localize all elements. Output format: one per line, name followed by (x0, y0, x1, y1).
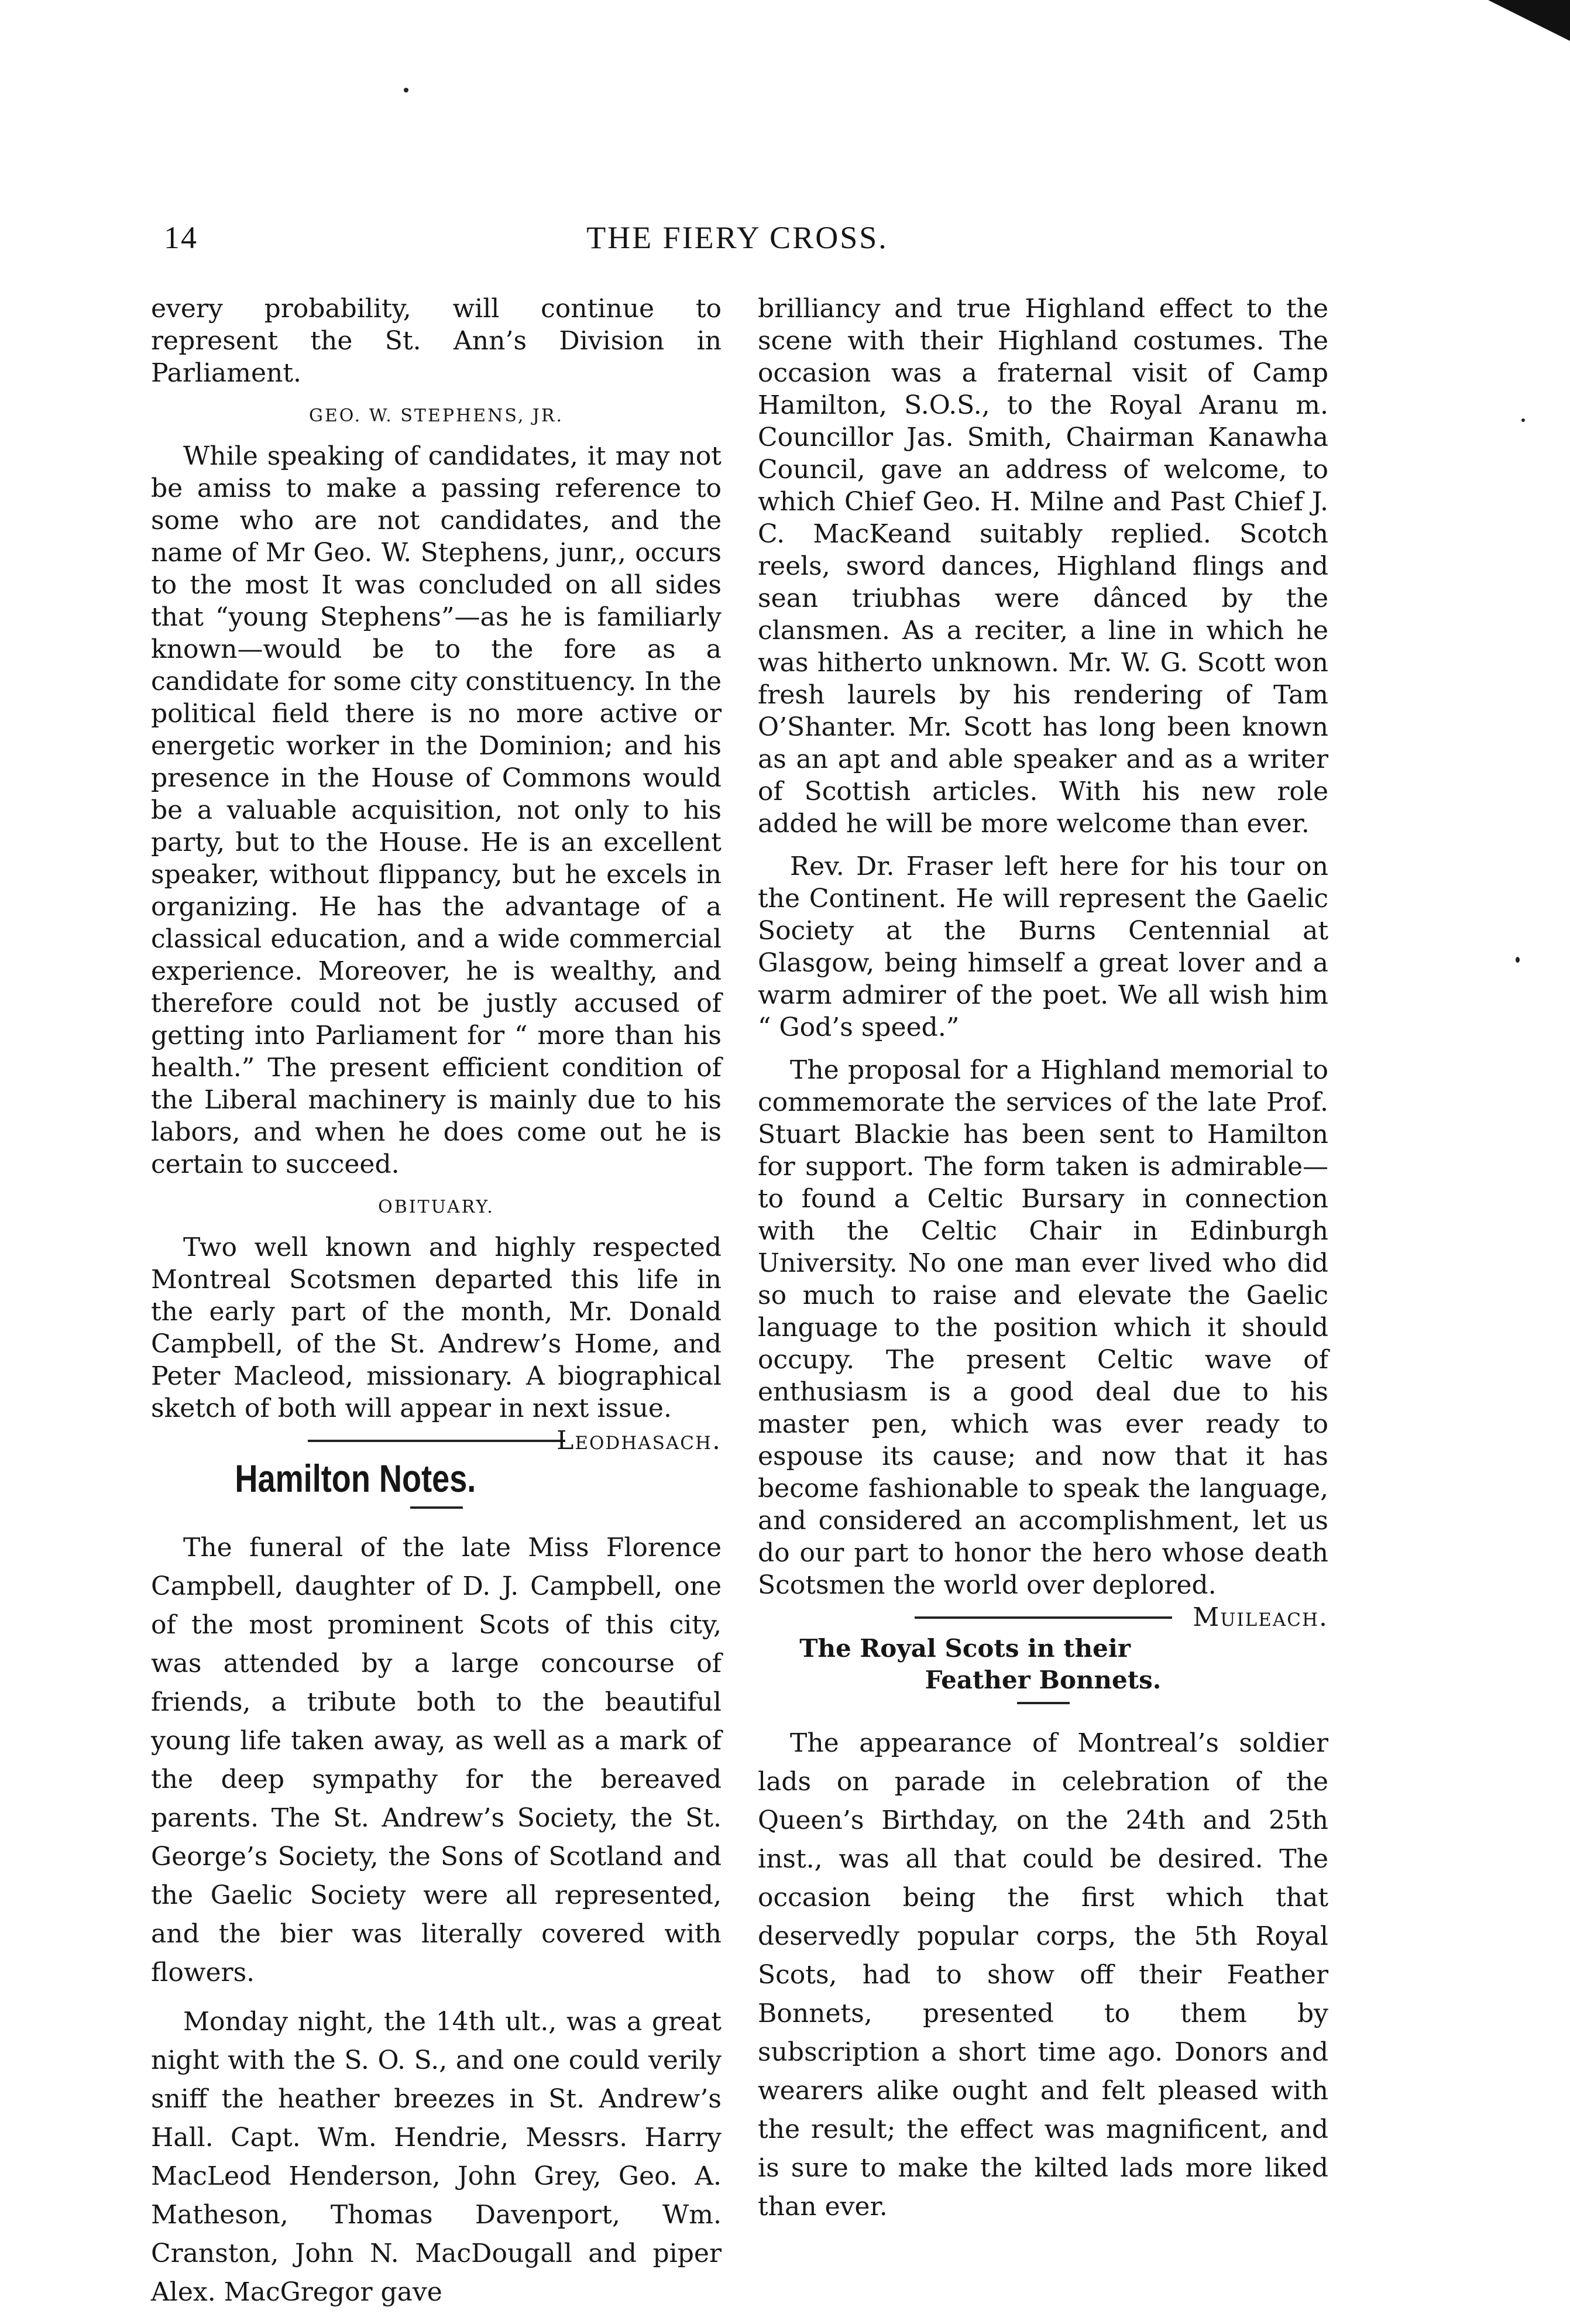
page-header (146, 219, 1328, 266)
ink-speck (404, 88, 408, 92)
article-paragraph: The appearance of Montreal’s soldier lads on parade in celebration of the Queen’s Birthday, on the 24th and 25th inst., was all that could be desired. The occasion being the first which that deservedly popular corps, the 5th Royal Scots, had to show off their Feather Bonnets, presented to them by subscription a short time ago. Donors and wearers alike ought and felt pleased with the result; the effect was magnificent, and is sure to make the kilted lads more liked than ever. (758, 1728, 1328, 2222)
running-title: THE FIERY CROSS. (586, 220, 888, 255)
article-paragraph: The funeral of the late Miss Florence Campbell, daughter of D. J. Campbell, one of the most prominent Scots of this city, was attended by a large concourse of friends, a tribute both to the beautiful young life taken away, as well as a mark of the deep sympathy for the bereaved parents. The St. Andrew’s Society, the St. George’s Society, the Sons of Scotland and the Gaelic Society were all represented, and the bier was literally covered with flowers. (151, 1533, 722, 1987)
subhead-stephens: GEO. W. STEPHENS, JR. (308, 406, 564, 426)
obituary-text: Two well known and highly respected Montreal Scotsmen departed this life in the early part of the month, Mr. Donald Campbell, of the St. Andrew’s Home, and Peter Macleod, missionary. A biographical sketch of both will appear in next issue. (151, 1233, 722, 1423)
article-paragraph (758, 1054, 1328, 1632)
royal-scots-body (758, 1724, 1328, 2226)
ink-speck (1516, 957, 1520, 963)
page-corner-mark (1488, 0, 1570, 41)
section-divider (915, 1616, 1172, 1619)
byline-signature: Leodhasach. (556, 1426, 722, 1455)
memorial-text: The proposal for a Highland memorial to commemorate the services of the late Prof. Stuart Blackie has been sent to Hamilton for support. The form taken is admirable—to found a Celtic Bursary in connection with the Celtic Chair in Edinburgh University. No one man ever lived who did so much to raise and elevate the Gaelic language to the position which it should occupy. The present Celtic wave of enthusiasm is a good deal due to his master pen, which was ever ready to espouse its cause; and now that it has become fashionable to speak the language, and considered an accomplishment, let us do our part to honor the hero whose death Scotsmen the world over deplored. (758, 1055, 1328, 1600)
title-underline (1017, 1702, 1070, 1704)
article-paragraph: brilliancy and true Highland effect to the scene with their Highland costumes. The occasion was a fraternal visit of Camp Hamilton, S.O.S., to the Royal Aranu m. Councillor Jas. Smith, Chairman Kanawha Council, gave an address of welcome, to which Chief Geo. H. Milne and Past Chief J. C. MacKeand suitably replied. Scotch reels, sword dances, Highland flings and sean triubhas were dânced by the clansmen. As a reciter, a line in which he was hitherto unknown. Mr. W. G. Scott won fresh laurels by his rendering of Tam O’Shanter. Mr. Scott has long been known as an apt and able speaker and as a writer of Scottish articles. With his new role added he will be more welcome than ever. (758, 294, 1328, 839)
article-paragraph: Monday night, the 14th ult., was a great night with the S. O. S., and one could verily sniff the heather breezes in St. Andrew’s Hall. Capt. Wm. Hendrie, Messrs. Harry MacLeod Henderson, John Grey, Geo. A. Matheson, Thomas Davenport, Wm. Cranston, John N. MacDougall and piper Alex. MacGregor gave (151, 2007, 722, 2307)
section-title-hamilton: Hamilton Notes. (235, 1457, 476, 1500)
byline-signature: Muileach. (1193, 1602, 1328, 1632)
hamilton-notes-body (151, 1529, 722, 2312)
article-paragraph (151, 1231, 722, 1455)
ink-speck (1521, 418, 1525, 422)
page-number: 14 (164, 220, 198, 255)
article-paragraph: every probability, will continue to represent the St. Ann’s Division in Parliament. (151, 294, 722, 388)
article-paragraph: While speaking of candidates, it may not be amiss to make a passing reference to some who are not candidates, and the name of Mr Geo. W. Stephens, junr,, occurs to the most It was concluded on all sides that “young Stephens”—as he is familiarly known—would be to the fore as a candidate for some city constituency. In the political field there is no more active or energetic worker in the Dominion; and his presence in the House of Commons would be a valuable acquisition, not only to his party, but to the House. He is an excellent speaker, without flippancy, but he excels in organizing. He has the advantage of a classical education, and a wide commercial experience. Moreover, he is wealthy, and therefore could not be justly accused of getting into Parliament for “ more than his health.” The present efficient condition of the Liberal machinery is mainly due to his labors, and when he does come out he is certain to succeed. (151, 441, 722, 1179)
title-underline (410, 1506, 463, 1509)
article-paragraph: Rev. Dr. Fraser left here for his tour on the Continent. He will represent the Gaelic Society at the Burns Centennial at Glasgow, being himself a great lover and a warm admirer of the poet. We all wish him “ God’s speed.” (758, 852, 1328, 1042)
subhead-obituary: OBITUARY. (378, 1197, 494, 1217)
section-title-royal-scots: The Royal Scots in their Feather Bonnets. (799, 1634, 1162, 1694)
left-column (151, 293, 722, 2322)
right-column (758, 293, 1328, 2237)
